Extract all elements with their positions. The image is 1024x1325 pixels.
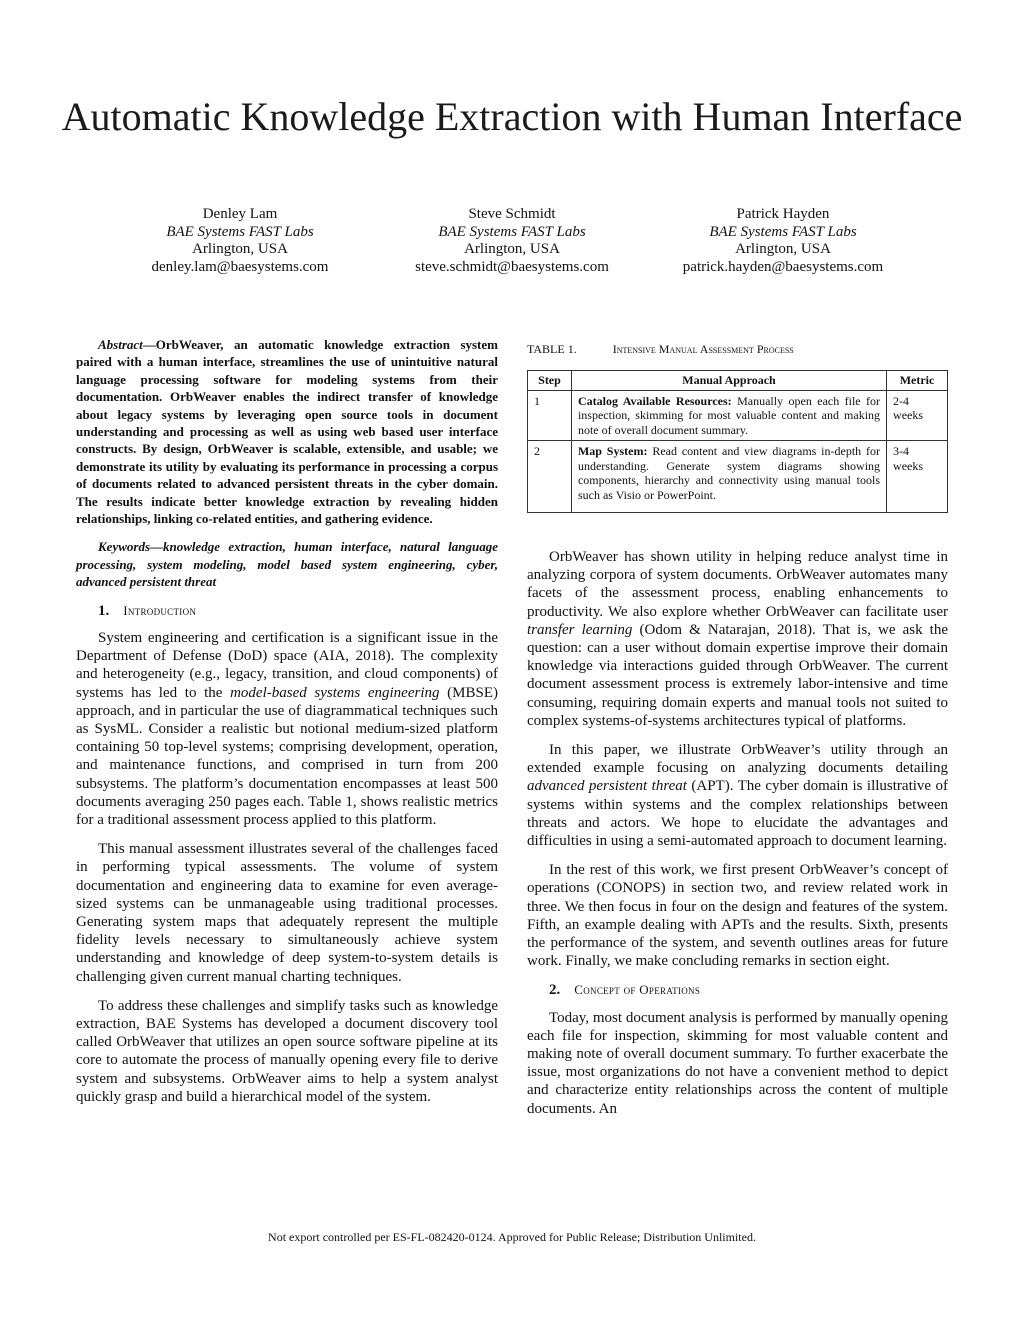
abstract-text: OrbWeaver, an automatic knowledge extraction system paired with a human interface, streamlines the use of unintuitive natural language processing software for modeling systems from their documentation. OrbWeaver enables the indirect transfer of knowledge about legacy systems by leveraging open source tools in document understanding and processing as well as using web based user interface constructs. By design, OrbWeaver is scalable, extensible, and usable; we demonstrate its utility by evaluating its performance in processing a corpus of documents related to advanced persistent threats in the cyber domain. The results indicate better knowledge extraction by revealing hidden relationships, linking co-related entities, and gathering evidence. — [76, 337, 498, 527]
emphasis-run: transfer learning — [527, 621, 633, 638]
author-affiliation: BAE Systems FAST Labs — [166, 223, 314, 240]
right-paragraph-2 — [527, 741, 948, 850]
paper-title: Automatic Knowledge Extraction with Human Interface — [61, 94, 963, 139]
intro-paragraph-2: This manual assessment illustrates several of the challenges faced in performing typical assessments. The volume of system documentation and engineering data to examine for even average-sized systems can be unmanageable using traditional processes. Generating system maps that adequately represent the multiple fidelity levels necessary to simultaneously achieve system understanding and knowledge of deep system-to-system details is challenging given current manual charting techniques. — [76, 841, 498, 985]
table-cell-step: 2 — [528, 441, 572, 513]
text-run: (MBSE) approach, and in particular the use of diagrammatical techniques such as SysML. Consider a realistic but notional medium-sized platform containing 50 top-level systems; comprising development, operation, and maintenance functions, and comprised in turn from 200 subsystems. The platform’s documentation encompasses at least 500 documents averaging 250 pages each. Table 1, shows realistic metrics for a traditional assessment process applied to this platform. — [76, 684, 498, 828]
keywords — [76, 538, 498, 590]
keywords-dash: — — [150, 539, 163, 555]
author-affiliation: BAE Systems FAST Labs — [438, 223, 586, 240]
abstract — [76, 336, 498, 527]
author-name: Patrick Hayden — [736, 206, 830, 222]
author-email: steve.schmidt@baesystems.com — [415, 258, 609, 275]
abstract-dash: — — [142, 337, 156, 352]
row-text: Manually open each file for inspection, skimming for most valuable content and making note of overall document summary. — [577, 393, 881, 437]
text-run: (Odom & Natarajan, 2018). That is, we ask the question: can a user without domain expertise improve their domain knowledge via interactions guided through OrbWeaver. The current document assessment process is extremely labor-intensive and time consuming, requiring domain experts and manual tools not suited to complex systems-of-systems architectures typical of platforms. — [527, 621, 949, 729]
section-title: Concept of Operations — [574, 982, 701, 998]
table-header-row — [528, 371, 948, 391]
page-footer: Not export controlled per ES-FL-082420-0124. Approved for Public Release; Distribution Unlimited. — [268, 1230, 756, 1244]
row-label: Catalog Available Resources: — [577, 393, 732, 408]
section-heading-introduction — [76, 602, 498, 620]
row-label: Map System: — [577, 444, 648, 458]
right-paragraph-3: In the rest of this work, we first present OrbWeaver’s concept of operations (CONOPS) in section two, and review related work in three. We then focus in four on the design and features of the system. Fifth, an example dealing with APTs and the results. Sixth, presents the performance of the system, and seventh outlines areas for future work. Finally, we make concluding remarks in section eight. — [527, 862, 948, 970]
section-title: Introduction — [123, 602, 197, 618]
author-block-2 — [372, 206, 652, 276]
table-cell-step: 1 — [528, 390, 572, 441]
table-caption — [527, 342, 948, 357]
author-location: Arlington, USA — [735, 241, 831, 257]
text-run: OrbWeaver has shown utility in helping reduce analyst time in analyzing corpora of system documents. OrbWeaver automates many facets of the assessment process, enabling enhancements to productivity. We also explore whether OrbWeaver can facilitate user — [527, 549, 948, 620]
author-name: Denley Lam — [202, 206, 278, 222]
section-number: 2. — [549, 982, 561, 999]
text-run: In this paper, we illustrate OrbWeaver’s utility through an extended example focusing on analyzing documents detailing — [527, 742, 948, 777]
author-location: Arlington, USA — [464, 241, 560, 257]
assessment-table — [527, 370, 948, 513]
row-text: Read content and view diagrams in-depth for understanding. Generate system diagrams showing components, hierarchy and connectivity using manual tools such as Visio or PowerPoint. — [577, 444, 881, 502]
left-column — [76, 336, 498, 1117]
table-row — [528, 390, 948, 441]
intro-paragraph-3: To address these challenges and simplify tasks such as knowledge extraction, BAE Systems has developed a document discovery tool called OrbWeaver that utilizes an open source software pipeline at its core to automate the process of manually opening every file to derive system and subsystems. OrbWeaver aims to help a system analyst quickly grasp and build a hierarchical model of the system. — [76, 997, 498, 1105]
table-header-cell: Step — [528, 371, 572, 391]
author-affiliation: BAE Systems FAST Labs — [709, 223, 857, 240]
table-row — [528, 441, 948, 513]
abstract-label: Abstract — [98, 337, 143, 352]
text-run: System engineering and certification is a significant issue in the Department of Defense (DoD) space (AIA, 2018). The complexity and heterogeneity (e.g., legacy, transition, and cloud components) of systems has led to the — [76, 629, 498, 701]
emphasis-run: model-based systems engineering — [230, 684, 440, 701]
table-cell-approach — [571, 441, 886, 513]
conops-paragraph-1: Today, most document analysis is performed by manually opening each file for inspection, skimming for most valuable content and making note of overall document summary. To further exacerbate the issue, most organizations do not have a convenient method to depict and characterize entity relationships across the content of multiple documents. An — [527, 1009, 948, 1117]
table-cell-metric: 2-4 weeks — [887, 390, 948, 441]
keywords-text: knowledge extraction, human interface, natural language processing, system modeling, model based system engineering, cyber, advanced persistent threat — [76, 539, 498, 590]
section-heading-concept-of-operations — [527, 981, 948, 999]
author-location: Arlington, USA — [192, 241, 288, 257]
right-column — [527, 548, 948, 1129]
table-header-cell: Manual Approach — [571, 371, 886, 391]
author-email: denley.lam@baesystems.com — [151, 258, 329, 275]
emphasis-run: advanced persistent threat — [527, 778, 687, 795]
section-number: 1. — [98, 602, 110, 619]
table-number: TABLE 1. — [527, 342, 577, 356]
text-run: (APT). The cyber domain is illustrative of systems within systems and the complex relationships between threats and actors. We hope to elucidate the advantages and difficulties in using a semi-automated approach to document learning. — [527, 778, 948, 850]
author-block-1 — [100, 206, 380, 276]
table-cell-approach — [571, 390, 886, 441]
table-title: Intensive Manual Assessment Process — [612, 342, 794, 356]
right-paragraph-1 — [527, 548, 948, 730]
table-cell-metric: 3-4 weeks — [887, 441, 948, 513]
intro-paragraph-1 — [76, 629, 498, 829]
author-block-3 — [643, 206, 923, 276]
table-header-cell: Metric — [887, 371, 948, 391]
author-email: patrick.hayden@baesystems.com — [682, 258, 884, 275]
keywords-label: Keywords — [98, 539, 150, 555]
author-name: Steve Schmidt — [468, 206, 556, 222]
